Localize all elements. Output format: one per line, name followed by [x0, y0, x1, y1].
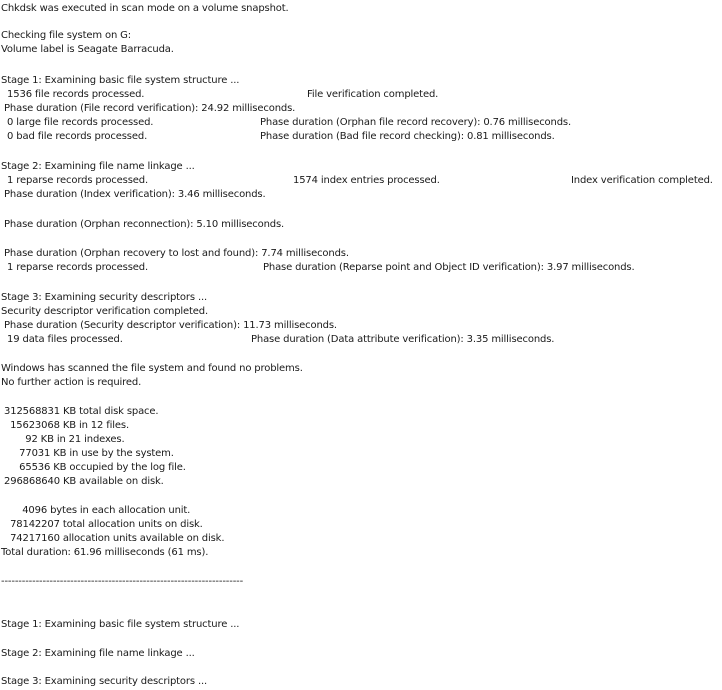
alloc-avail-units-line: 74217160 allocation units available on disk. [1, 533, 225, 544]
stage2-reparse2-line: 1 reparse records processed. [1, 262, 149, 273]
checking-line: Checking file system on G: [1, 30, 131, 41]
result-no-action-line: No further action is required. [1, 377, 142, 388]
stage1-large-line: 0 large file records processed. [1, 117, 154, 128]
snapshot-line: Chkdsk was executed in scan mode on a volume snapshot. [1, 3, 289, 14]
stage1-records-line: 1536 file records processed. [1, 89, 145, 100]
stage2-phase-reconnect-line: Phase duration (Orphan reconnection): 5.10 milliseconds. [1, 219, 285, 230]
disk-total-line: 312568831 KB total disk space. [1, 406, 159, 417]
stage3-phase-sec-line: Phase duration (Security descriptor verification): 11.73 milliseconds. [1, 320, 337, 331]
stage1-title: Stage 1: Examining basic file system structure ... [1, 75, 240, 86]
alloc-total-units-line: 78142207 total allocation units on disk. [1, 519, 203, 530]
stage2-reparse-line: 1 reparse records processed. [1, 175, 149, 186]
stage1-verify-done-line: File verification completed. [307, 89, 439, 100]
repeat-stage1-line: Stage 1: Examining basic file system structure ... [1, 619, 240, 630]
disk-system-line: 77031 KB in use by the system. [1, 448, 174, 459]
volume-label-line: Volume label is Seagate Barracuda. [1, 44, 174, 55]
total-duration-line: Total duration: 61.96 milliseconds (61 ms). [1, 547, 209, 558]
alloc-bytes-line: 4096 bytes in each allocation unit. [1, 505, 191, 516]
stage1-bad-line: 0 bad file records processed. [1, 131, 148, 142]
repeat-stage3-line: Stage 3: Examining security descriptors ... [1, 676, 208, 687]
stage3-phase-data-line: Phase duration (Data attribute verification): 3.35 milliseconds. [251, 334, 555, 345]
disk-available-line: 296868640 KB available on disk. [1, 476, 164, 487]
stage2-title: Stage 2: Examining file name linkage ... [1, 161, 195, 172]
stage1-phase-record-line: Phase duration (File record verification): 24.92 milliseconds. [1, 103, 296, 114]
stage1-phase-bad-line: Phase duration (Bad file record checking): 0.81 milliseconds. [260, 131, 555, 142]
stage2-index-entries-line: 1574 index entries processed. [293, 175, 440, 186]
result-scanned-line: Windows has scanned the file system and found no problems. [1, 363, 303, 374]
repeat-stage2-line: Stage 2: Examining file name linkage ... [1, 648, 195, 659]
disk-logfile-line: 65536 KB occupied by the log file. [1, 462, 186, 473]
stage2-phase-index-line: Phase duration (Index verification): 3.46 milliseconds. [1, 189, 266, 200]
disk-files-line: 15623068 KB in 12 files. [1, 420, 129, 431]
stage2-phase-reparse-line: Phase duration (Reparse point and Object ID verification): 3.97 milliseconds. [263, 262, 635, 273]
stage3-sec-done-line: Security descriptor verification completed. [1, 306, 209, 317]
separator-line: ---------------------------------------------------------------------- [1, 576, 244, 587]
disk-indexes-line: 92 KB in 21 indexes. [1, 434, 125, 445]
stage1-phase-orphan-line: Phase duration (Orphan file record recovery): 0.76 milliseconds. [260, 117, 572, 128]
stage2-index-done-line: Index verification completed. [571, 175, 713, 186]
stage3-title: Stage 3: Examining security descriptors ... [1, 292, 208, 303]
stage2-phase-lostfound-line: Phase duration (Orphan recovery to lost and found): 7.74 milliseconds. [1, 248, 349, 259]
stage3-data-files-line: 19 data files processed. [1, 334, 123, 345]
